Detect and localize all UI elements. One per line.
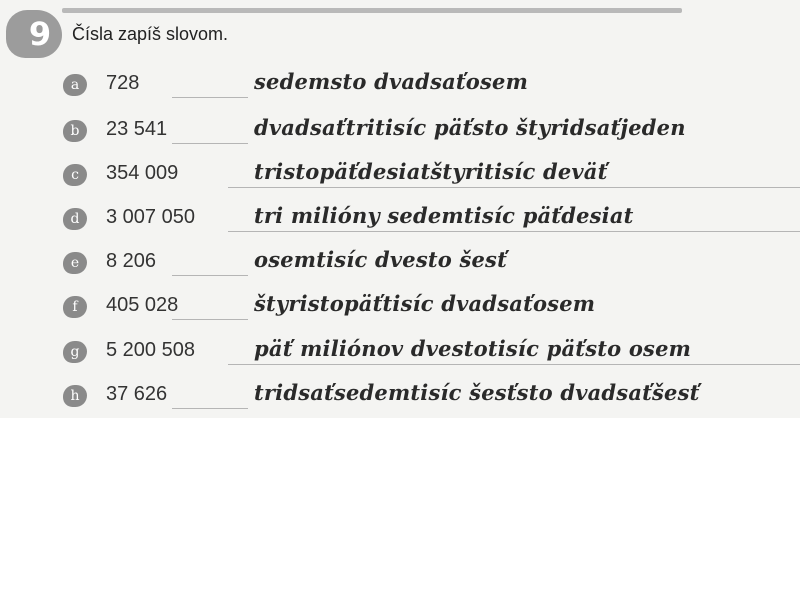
- exercise-row: [0, 69, 800, 115]
- exercise-row: [0, 247, 800, 293]
- item-letter: a: [70, 77, 80, 93]
- item-answer: päť miliónov dvestotisíc päťsto osem: [254, 336, 692, 361]
- exercise-row: [0, 159, 800, 205]
- answer-line: [172, 408, 248, 409]
- exercise-row: [0, 203, 800, 249]
- item-letter: c: [71, 167, 79, 183]
- item-letter: g: [70, 344, 80, 360]
- item-letter-badge: [63, 341, 87, 363]
- item-number: 354 009: [106, 162, 179, 184]
- item-answer: tridsaťsedemtisíc šesťsto dvadsaťšesť: [254, 380, 700, 405]
- item-letter: f: [72, 299, 78, 315]
- item-answer: dvadsaťtritisíc päťsto štyridsaťjeden: [254, 115, 686, 140]
- item-letter-badge: [63, 296, 87, 318]
- answer-line: [172, 319, 248, 320]
- exercise-row: [0, 380, 800, 426]
- item-letter-badge: [63, 385, 87, 407]
- exercise-row: [0, 115, 800, 161]
- item-letter: b: [70, 123, 80, 139]
- item-number: 5 200 508: [106, 339, 195, 361]
- item-letter-badge: [63, 252, 87, 274]
- item-answer: sedemsto dvadsaťosem: [254, 69, 529, 94]
- item-letter-badge: [63, 120, 87, 142]
- answer-line: [228, 187, 800, 188]
- item-answer: štyristopäťtisíc dvadsaťosem: [254, 291, 596, 316]
- item-letter: d: [70, 211, 80, 227]
- answer-line: [172, 97, 248, 98]
- item-number: 728: [106, 72, 140, 94]
- exercise-row: [0, 336, 800, 382]
- answer-line: [172, 275, 248, 276]
- item-answer: tristopäťdesiatštyritisíc deväť: [254, 159, 608, 184]
- item-number: 23 541: [106, 118, 168, 140]
- item-number: 3 007 050: [106, 206, 195, 228]
- answer-line: [228, 364, 800, 365]
- item-answer: osemtisíc dvesto šesť: [254, 247, 507, 272]
- answer-line: [228, 231, 800, 232]
- item-letter-badge: [63, 164, 87, 186]
- item-letter-badge: [63, 208, 87, 230]
- exercise-number: 9: [28, 15, 52, 53]
- item-letter-badge: [63, 74, 87, 96]
- item-number: 405 028: [106, 294, 179, 316]
- exercise-instruction: Čísla zapíš slovom.: [72, 24, 229, 44]
- item-number: 37 626: [106, 383, 168, 405]
- item-letter: h: [70, 388, 80, 404]
- exercise-row: [0, 291, 800, 337]
- item-number: 8 206: [106, 250, 157, 272]
- item-letter: e: [70, 255, 80, 271]
- answer-line: [172, 143, 248, 144]
- item-answer: tri milióny sedemtisíc päťdesiat: [254, 203, 634, 228]
